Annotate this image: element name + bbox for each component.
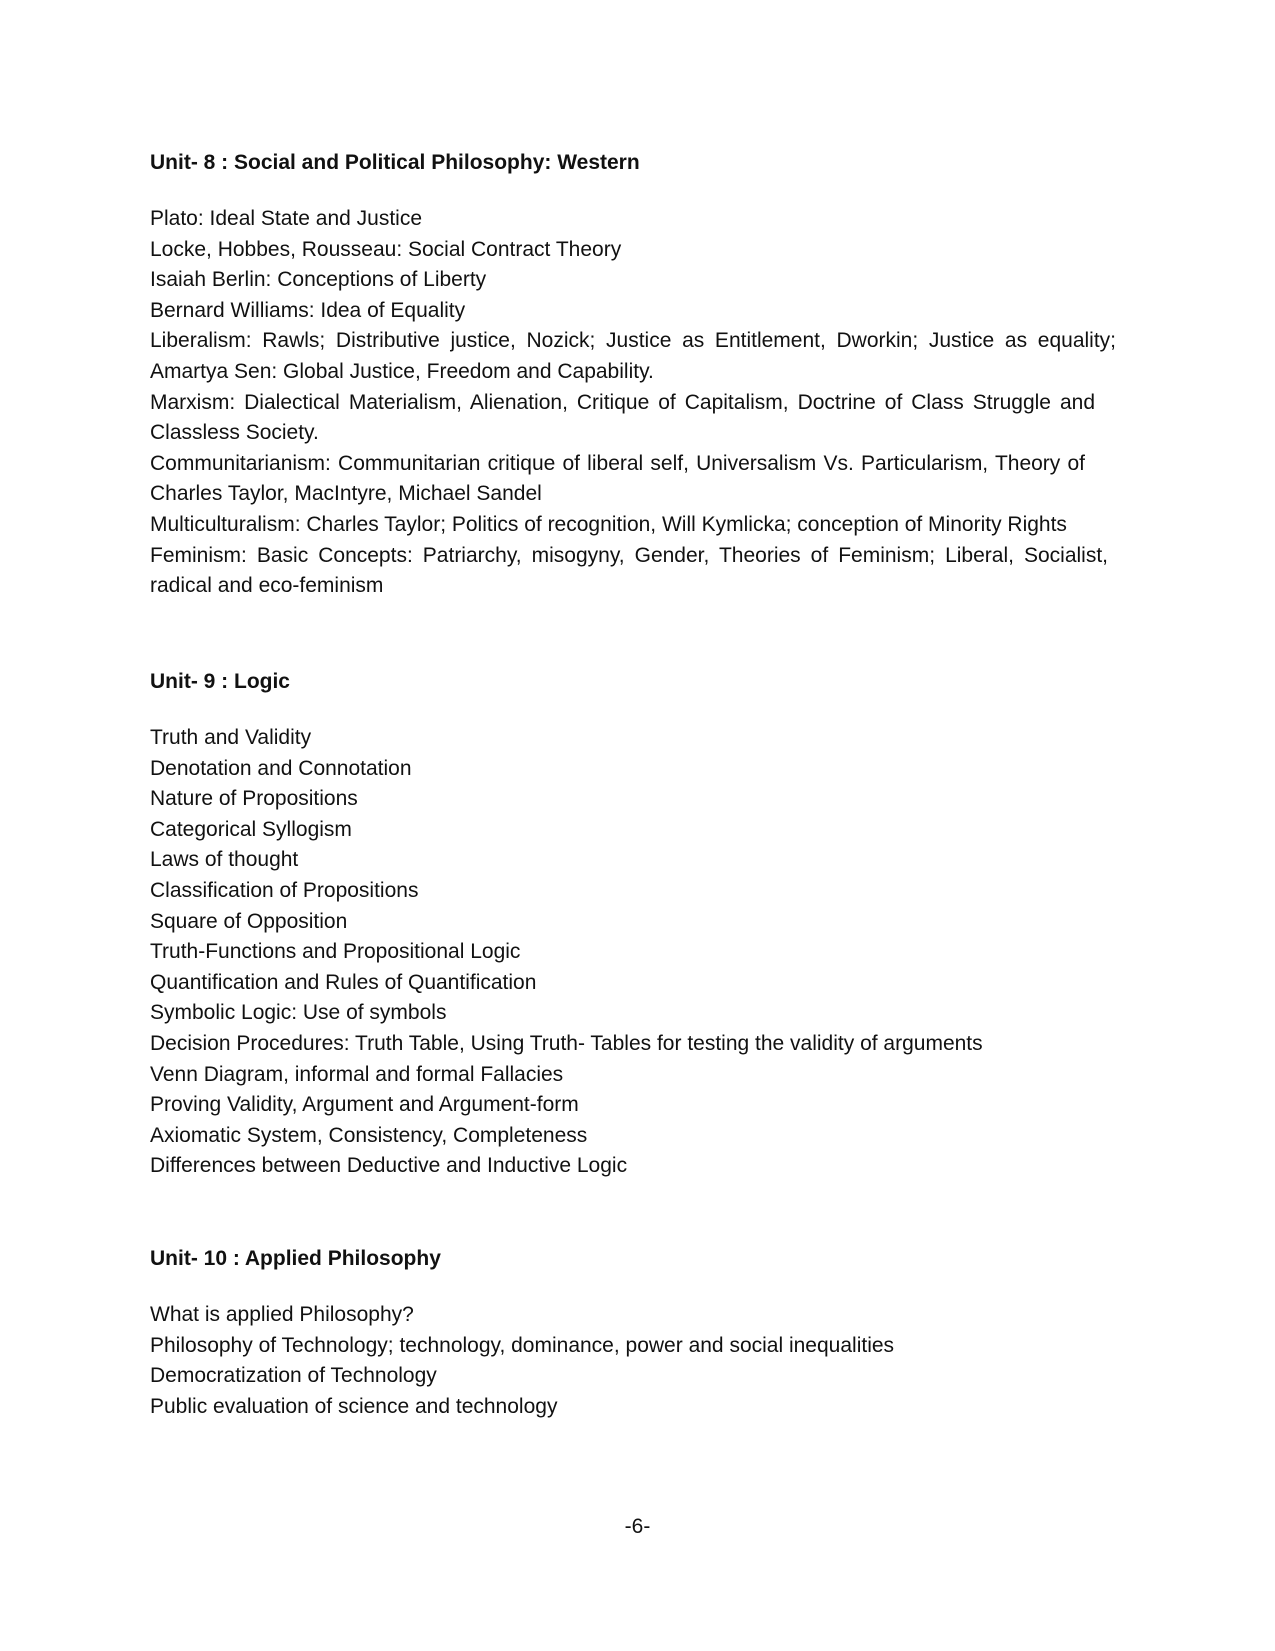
list-item: Proving Validity, Argument and Argument-form <box>150 1093 579 1117</box>
list-item: Feminism: Basic Concepts: Patriarchy, misogyny, Gender, Theories of Feminism; Liberal, Socialist, radical and eco-feminism <box>150 543 1108 598</box>
list-item: Locke, Hobbes, Rousseau: Social Contract Theory <box>150 237 622 261</box>
list-item: Symbolic Logic: Use of symbols <box>150 1001 447 1025</box>
list-item: Multiculturalism: Charles Taylor; Politics of recognition, Will Kymlicka; conception of Minority Rights <box>150 512 1067 536</box>
list-item: Public evaluation of science and technology <box>150 1394 558 1418</box>
unit-10-topics <box>150 1300 1116 1422</box>
list-item: Decision Procedures: Truth Table, Using Truth- Tables for testing the validity of arguments <box>150 1031 983 1055</box>
list-item: Truth-Functions and Propositional Logic <box>150 940 521 964</box>
list-item: Differences between Deductive and Inductive Logic <box>150 1154 628 1178</box>
list-item: Venn Diagram, informal and formal Fallacies <box>150 1062 564 1086</box>
unit-8-heading: Unit- 8 : Social and Political Philosophy: Western <box>150 151 640 174</box>
list-item: Nature of Propositions <box>150 787 358 811</box>
list-item: Plato: Ideal State and Justice <box>150 207 423 230</box>
list-item: What is applied Philosophy? <box>150 1303 414 1326</box>
list-item: Truth and Validity <box>150 726 312 749</box>
list-item: Communitarianism: Communitarian critique of liberal self, Universalism Vs. Particularism, Theory of Charles Taylor, MacIntyre, Michael Sandel <box>150 451 1085 506</box>
list-item: Laws of thought <box>150 848 299 872</box>
list-item: Classification of Propositions <box>150 878 419 902</box>
unit-8-topics <box>150 204 1116 602</box>
list-item: Square of Opposition <box>150 909 348 933</box>
list-item: Quantification and Rules of Quantification <box>150 970 537 994</box>
list-item: Denotation and Connotation <box>150 756 412 780</box>
unit-9-heading: Unit- 9 : Logic <box>150 670 290 693</box>
list-item: Philosophy of Technology; technology, dominance, power and social inequalities <box>150 1333 895 1357</box>
list-item: Liberalism: Rawls; Distributive justice, Nozick; Justice as Entitlement, Dworkin; Justice as equality; Amartya Sen: Global Justice, Freedom and Capability. <box>150 329 1116 383</box>
list-item: Axiomatic System, Consistency, Completeness <box>150 1123 588 1147</box>
list-item: Isaiah Berlin: Conceptions of Liberty <box>150 268 487 292</box>
list-item: Bernard Williams: Idea of Equality <box>150 298 466 322</box>
list-item: Democratization of Technology <box>150 1364 437 1388</box>
page-number: -6- <box>624 1515 651 1538</box>
unit-9-topics <box>150 723 1116 1182</box>
list-item: Marxism: Dialectical Materialism, Alienation, Critique of Capitalism, Doctrine of Class Struggle and Classless Society. <box>150 390 1095 445</box>
unit-10-heading: Unit- 10 : Applied Philosophy <box>150 1247 441 1270</box>
list-item: Categorical Syllogism <box>150 817 352 841</box>
